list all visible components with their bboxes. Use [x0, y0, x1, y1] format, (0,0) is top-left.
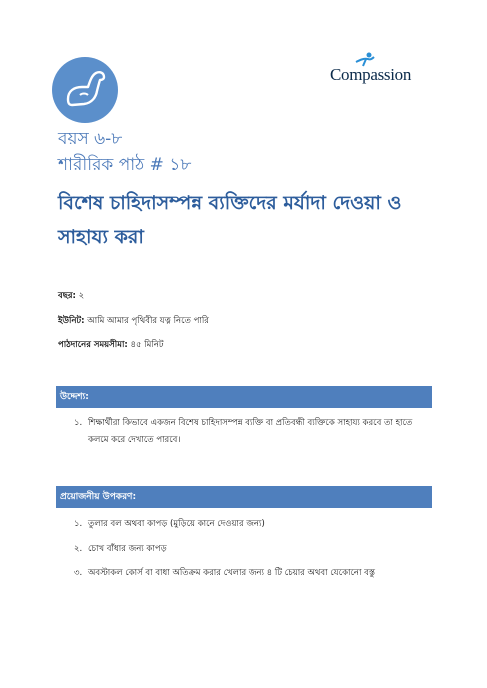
meta-time-value: ৪৫ মিনিট: [130, 340, 164, 350]
materials-heading: প্রয়োজনীয় উপকরণ:: [56, 486, 432, 508]
meta-year-label: বছর:: [58, 291, 76, 301]
logo-text: Compassion: [330, 65, 412, 84]
list-item-number: ১.: [74, 519, 83, 529]
list-item: [74, 565, 430, 582]
list-item-text: শিক্ষার্থীরা কিভাবে একজন বিশেষ চাহিদাসম্পন্ন ব্যক্তি বা প্রতিবন্ধী ব্যক্তিকে সাহায্য করবে তা হাতে কলমে করে দেখাতে পারবে।: [88, 418, 413, 445]
list-item-text: অবস্টাকল কোর্স বা বাধা অতিক্রম করার খেলার জন্য ৪ টি চেয়ার অথবা যেকোনো বস্তু: [88, 568, 375, 578]
list-item-text: তুলার বল অথবা কাপড় (মুড়িয়ে কানে দেওয়ার জন্য): [88, 519, 265, 529]
meta-year: [58, 289, 84, 303]
list-item-text: চোখ বাঁধার জন্য কাপড়: [88, 544, 167, 554]
list-item: [74, 415, 430, 451]
list-item-number: ২.: [74, 544, 83, 554]
lesson-title: বিশেষ চাহিদাসম্পন্ন ব্যক্তিদের মর্যাদা দেওয়া ও সাহায্য করা: [58, 192, 402, 248]
objectives-heading: উদ্দেশ্য:: [56, 386, 432, 408]
meta-time-label: পাঠদানের সময়সীমা:: [58, 340, 128, 350]
flexed-arm-icon: [52, 57, 118, 123]
meta-unit-value: আমি আমার পৃথিবীর যত্ন নিতে পারি: [87, 316, 209, 326]
lesson-number: শারীরিক পাঠ # ১৮: [58, 155, 192, 175]
lesson-badge: [52, 57, 118, 123]
list-item-number: ৩.: [74, 568, 83, 578]
meta-unit: [58, 314, 209, 328]
compassion-logo: [330, 52, 430, 86]
age-range: বয়স ৬-৮: [58, 129, 123, 149]
meta-year-value: ২: [78, 291, 85, 301]
list-item: [74, 516, 430, 533]
meta-unit-label: ইউনিট:: [58, 316, 85, 326]
meta-time: [58, 338, 164, 352]
list-item-number: ১.: [74, 418, 83, 428]
list-item: [74, 541, 430, 558]
